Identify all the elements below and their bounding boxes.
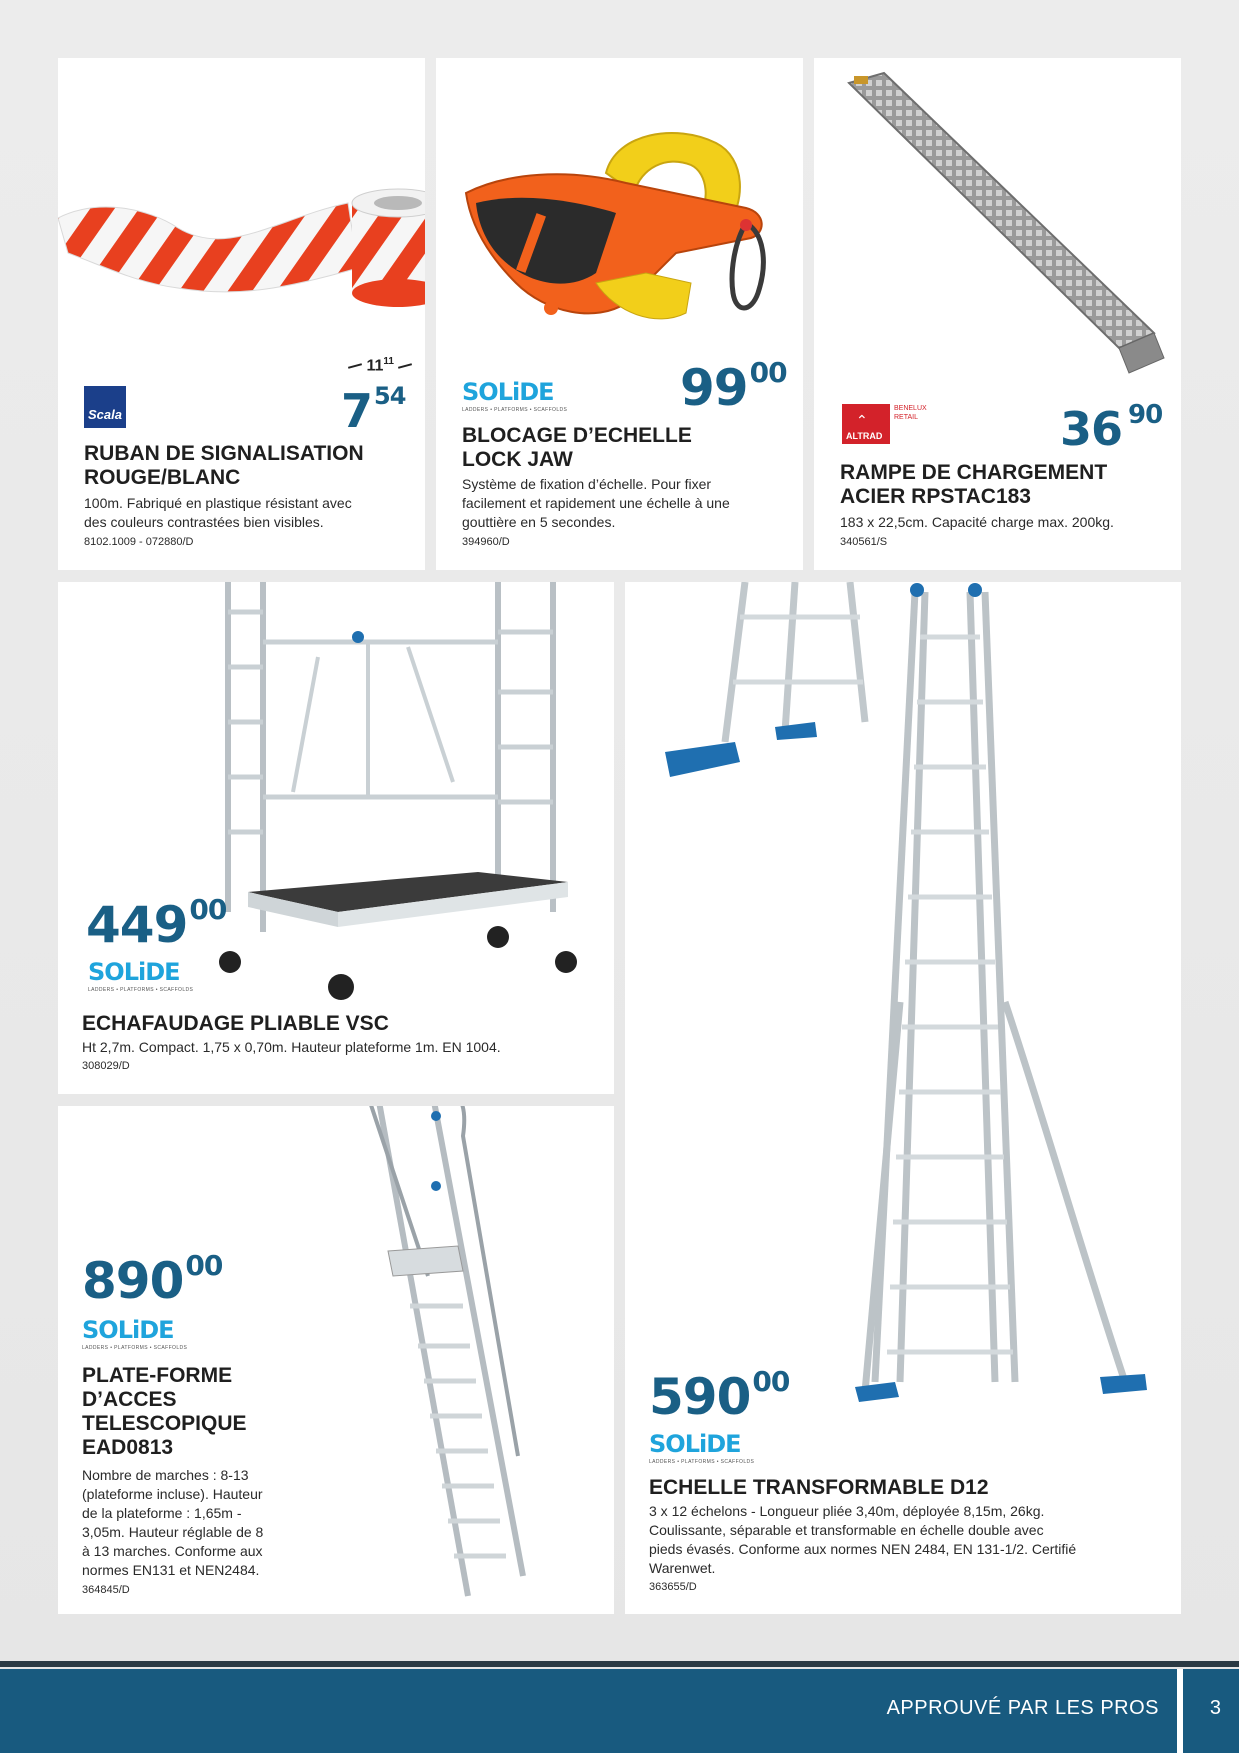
lock-jaw-image <box>446 113 786 373</box>
price-blocage <box>680 356 787 417</box>
product-card-ruban <box>58 58 425 570</box>
solide-logo: SOLiDE LADDERS • PLATFORMS • SCAFFOLDS <box>88 958 194 993</box>
extension-ladder-image <box>855 582 1175 1462</box>
product-reference: 8102.1009 - 072880/D <box>84 536 194 548</box>
product-description: 183 x 22,5cm. Capacité charge max. 200kg. <box>840 514 1114 530</box>
bird-icon: ⌃ <box>856 412 868 428</box>
product-card-echelle <box>625 582 1181 1614</box>
product-reference: 394960/D <box>462 536 510 548</box>
loading-ramp-image <box>834 68 1174 388</box>
footer-slogan: APPROUVÉ PAR LES PROS <box>886 1697 1159 1719</box>
product-card-echafaudage <box>58 582 614 1094</box>
product-reference: 308029/D <box>82 1060 130 1072</box>
product-name: RAMPE DE CHARGEMENT ACIER RPSTAC183 <box>840 461 1108 508</box>
price-int: 36 <box>1060 402 1123 456</box>
product-name: RUBAN DE SIGNALISATION ROUGE/BLANC <box>84 442 364 489</box>
price-int: 890 <box>82 1252 184 1310</box>
footer-divider <box>0 1661 1239 1667</box>
product-description: Système de fixation d’échelle. Pour fixer facilement et rapidement une échelle à une gouttière en 5 secondes. <box>462 476 730 530</box>
price-dec: 00 <box>189 893 227 926</box>
altrad-benelux-label: BENELUX RETAIL <box>894 405 927 421</box>
old-price <box>348 356 412 375</box>
product-card-blocage <box>436 58 803 570</box>
product-description: Ht 2,7m. Compact. 1,75 x 0,70m. Hauteur plateforme 1m. EN 1004. <box>82 1039 501 1055</box>
product-reference: 364845/D <box>82 1584 130 1596</box>
product-description: 3 x 12 échelons - Longueur pliée 3,40m, déployée 8,15m, 26kg. Coulissante, séparable et transformable en échelle double avec pieds évasés. Conforme aux normes NEN 2484, EN 131-1/2. Certifié Warenwet. <box>649 1503 1077 1576</box>
price-rampe <box>1060 400 1163 456</box>
price-dec: 00 <box>749 356 787 389</box>
scala-logo-text: Scala <box>88 407 122 422</box>
price-echelle <box>649 1365 790 1426</box>
price-dec: 54 <box>374 382 406 410</box>
solide-logo: SOLiDE LADDERS • PLATFORMS • SCAFFOLDS <box>82 1316 188 1351</box>
old-price-int: 11 <box>366 357 384 375</box>
price-dec: 00 <box>185 1249 223 1282</box>
price-int: 449 <box>86 896 188 954</box>
altrad-logo-text: ALTRAD <box>846 431 883 441</box>
product-name: PLATE-FORME D’ACCES TELESCOPIQUE EAD0813 <box>82 1364 247 1459</box>
product-name: ECHELLE TRANSFORMABLE D12 <box>649 1476 989 1499</box>
altrad-logo <box>842 404 890 444</box>
product-name: ECHAFAUDAGE PLIABLE VSC <box>82 1012 389 1035</box>
product-reference: 363655/D <box>649 1581 697 1593</box>
product-card-rampe <box>814 58 1181 570</box>
price-int: 590 <box>649 1368 751 1426</box>
price-dec: 90 <box>1128 400 1163 430</box>
footer-separator <box>1177 1669 1183 1753</box>
old-price-dec: 11 <box>383 356 394 367</box>
solide-logo: SOLiDE LADDERS • PLATFORMS • SCAFFOLDS <box>649 1430 755 1465</box>
scaffold-image <box>208 582 608 1002</box>
footer <box>0 1669 1239 1753</box>
product-description: 100m. Fabriqué en plastique résistant avec des couleurs contrastées bien visibles. <box>84 495 352 530</box>
product-reference: 340561/S <box>840 536 888 548</box>
price-ruban <box>341 382 406 438</box>
page-number: 3 <box>1209 1697 1221 1719</box>
solide-logo: SOLiDE LADDERS • PLATFORMS • SCAFFOLDS <box>462 378 568 413</box>
scala-logo <box>84 386 126 428</box>
telescopic-platform-image <box>358 1106 598 1614</box>
price-int: 7 <box>341 384 373 438</box>
price-int: 99 <box>680 359 748 417</box>
price-plateforme <box>82 1249 223 1310</box>
price-dec: 00 <box>752 1365 790 1398</box>
barrier-tape-image <box>58 158 425 358</box>
ladder-detail-image <box>655 582 885 802</box>
product-card-plateforme <box>58 1106 614 1614</box>
product-name: BLOCAGE D’ECHELLE LOCK JAW <box>462 424 692 471</box>
price-echafaudage <box>86 893 227 954</box>
product-description: Nombre de marches : 8-13 (plateforme incluse). Hauteur de la plateforme : 1,65m - 3,05m. Hauteur réglable de 8 à 13 marches. Conforme aux normes EN131 et NEN2484. <box>82 1467 264 1578</box>
